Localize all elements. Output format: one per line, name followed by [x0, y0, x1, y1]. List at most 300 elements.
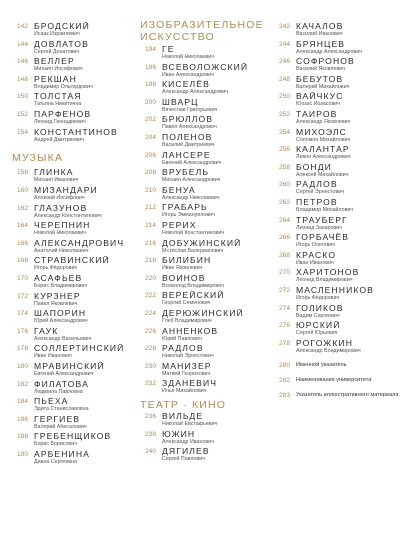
entry-text — [296, 304, 408, 319]
page-number: 162 — [16, 204, 28, 212]
given-names: Андрей Дмитриевич — [34, 136, 84, 143]
entry-text — [34, 344, 140, 359]
page-number: 214 — [144, 221, 156, 229]
page-number: 194 — [144, 46, 156, 53]
given-names: Валерий Абисалович — [34, 423, 87, 430]
entry-text — [162, 63, 272, 78]
toc-entry — [140, 274, 272, 289]
page-number: 200 — [144, 98, 156, 106]
toc-entry — [272, 233, 408, 248]
entry-text — [162, 291, 272, 306]
given-names: Эдита Станиславовна — [34, 406, 89, 413]
toc-column-2 — [140, 19, 272, 465]
surname: КРАСКО — [296, 250, 337, 260]
surname: БЕНУА — [162, 185, 196, 195]
surname: ВСЕВОЛОЖСКИЙ — [162, 62, 249, 72]
entry-text — [162, 344, 272, 359]
surname: ТАИРОВ — [296, 109, 338, 119]
toc-entry — [12, 40, 140, 55]
entry-text — [34, 110, 140, 125]
toc-entry — [140, 309, 272, 324]
given-names: Всеволод Владимирович — [162, 282, 224, 289]
given-names: Анатолий Николаевич — [34, 247, 89, 254]
toc-entry — [12, 186, 140, 201]
surname: ГАУК — [34, 326, 59, 336]
given-names: Евгений Александрович — [34, 371, 94, 377]
page-number: 244 — [278, 40, 290, 48]
page-number: 262 — [278, 198, 290, 206]
surname: ПОЛЕНОВ — [162, 132, 213, 142]
toc-entry — [140, 291, 272, 306]
back-matter-entry — [272, 377, 408, 384]
given-names: Сергей Эрнестович — [296, 189, 345, 196]
toc-entry — [12, 327, 140, 342]
surname: ЛАНСЕРЕ — [162, 150, 211, 160]
toc-column-3 — [272, 22, 408, 403]
toc-entry — [12, 274, 140, 289]
entry-text — [162, 309, 272, 324]
surname: АННЕНКОВ — [162, 326, 219, 336]
page-number: 182 — [16, 380, 28, 388]
back-matter-title: Указатель иллюстративного материала — [296, 392, 399, 399]
surname: ГЛАЗУНОВ — [34, 203, 88, 213]
given-names: Георгий Семенович — [162, 300, 211, 307]
toc-entry — [140, 168, 272, 183]
toc-entry — [140, 186, 272, 201]
page-number: 240 — [144, 448, 156, 456]
given-names: Леонид Владимирович — [296, 277, 353, 284]
entry-text — [34, 204, 140, 219]
entry-text — [34, 274, 140, 289]
given-names: Николай Эрнестович — [162, 353, 214, 360]
toc-column-1 — [12, 22, 140, 468]
surname: ДОВЛАТОВ — [34, 39, 89, 49]
toc-entry — [12, 75, 140, 90]
toc-entry — [140, 344, 272, 359]
toc-entry — [12, 309, 140, 324]
given-names: Иван Александрович — [162, 71, 214, 78]
page-number: 212 — [144, 204, 156, 212]
toc-entry — [272, 304, 408, 319]
given-names: Николай Николаевич — [34, 230, 86, 237]
entry-text — [34, 22, 140, 37]
given-names: Василий Дмитриевич — [162, 141, 215, 148]
toc-entry — [140, 379, 272, 394]
surname: МАСЛЕННИКОВ — [296, 285, 375, 295]
toc-entry — [140, 430, 272, 445]
toc-entry — [272, 22, 408, 37]
page-number: 232 — [144, 380, 156, 388]
surname: КАЛАНТАР — [296, 145, 350, 155]
entry-text — [162, 256, 272, 271]
given-names: Василий Яковлевич — [296, 66, 345, 73]
entry-text — [162, 186, 272, 201]
page-number: 238 — [144, 430, 156, 438]
page-number: 283 — [278, 392, 290, 400]
section-heading-fine-art-line2: ИСКУССТВО — [140, 30, 215, 43]
surname: МАНИЗЕР — [162, 361, 212, 371]
theatre-cinema-entries-continued — [272, 22, 408, 354]
back-matter-entry — [272, 392, 408, 399]
toc-entry — [12, 221, 140, 236]
section-heading-music: МУЗЫКА — [12, 151, 64, 164]
given-names: Юрий Александрович — [34, 318, 88, 325]
toc-entry — [140, 115, 272, 130]
surname: КИСЕЛЁВ — [162, 80, 210, 90]
toc-entry — [140, 327, 272, 342]
given-names: Николай Евстафьевич — [162, 421, 218, 428]
page-number: 230 — [144, 362, 156, 370]
given-names: Владимир Михайлович — [296, 206, 354, 213]
entry-text — [34, 309, 140, 324]
page-number: 218 — [144, 257, 156, 265]
toc-entry — [12, 128, 140, 143]
toc-entry — [140, 412, 272, 427]
page-number: 278 — [278, 339, 290, 347]
surname: ПЕТРОВ — [296, 197, 338, 207]
toc-entry — [12, 239, 140, 254]
given-names: Игорь Фёдорович — [34, 265, 78, 272]
page-number: 184 — [16, 398, 28, 406]
surname: МРАВИНСКИЙ — [34, 362, 105, 371]
toc-entry — [12, 432, 140, 447]
given-names: Юрий Павлович — [162, 335, 202, 342]
toc-entry — [12, 344, 140, 359]
given-names: Михаил Иосифович — [34, 66, 83, 73]
toc-entry — [272, 128, 408, 143]
entry-text — [296, 75, 408, 90]
toc-entry — [12, 92, 140, 107]
entry-text — [34, 168, 140, 183]
page-number: 224 — [144, 309, 156, 317]
page-number: 210 — [144, 186, 156, 194]
surname: ВЕЛЛЕР — [34, 57, 75, 67]
given-names: Людмила Павловна — [34, 388, 83, 395]
toc-entry — [140, 221, 272, 236]
given-names: Игорь Олегович — [296, 242, 336, 249]
toc-entry — [272, 268, 408, 283]
entry-text — [162, 430, 272, 445]
surname: ДОБУЖИНСКИЙ — [162, 238, 242, 248]
section-heading-theatre-cinema: ТЕАТР · КИНО — [140, 398, 227, 411]
page-number: 170 — [16, 275, 28, 283]
page-number: 276 — [278, 322, 290, 330]
surname: АРБЕНИНА — [34, 449, 90, 459]
surname: БРОДСКИЙ — [34, 22, 90, 31]
surname: ТРАУБЕРГ — [296, 215, 348, 225]
entry-text — [296, 92, 408, 107]
page-number: 216 — [144, 239, 156, 247]
entry-text — [296, 128, 408, 143]
toc-entry — [272, 198, 408, 213]
page-number: 258 — [278, 163, 290, 171]
entry-text — [296, 233, 408, 248]
given-names: Соломон Михайлович — [296, 136, 351, 143]
page-number: 220 — [144, 274, 156, 282]
surname: ГОРБАЧЁВ — [296, 233, 350, 243]
surname: БРЮЛЛОВ — [162, 115, 214, 125]
toc-entry — [140, 63, 272, 78]
page-number: 168 — [16, 257, 28, 265]
given-names: Александр Николаевич — [162, 194, 220, 201]
entry-text — [296, 57, 408, 72]
given-names: Александр Васильевич — [34, 335, 92, 342]
toc-entry — [272, 251, 408, 266]
page-number: 250 — [278, 93, 290, 101]
given-names: Левон Александрович — [296, 154, 351, 161]
toc-entry — [272, 145, 408, 160]
page-number: 164 — [16, 222, 28, 230]
given-names: Александр Александрович — [162, 89, 228, 96]
surname: РЕКШАН — [34, 74, 77, 84]
given-names: Глеб Владимирович — [162, 317, 212, 324]
given-names: Борис Борисович — [34, 441, 77, 448]
surname: ВЕРЕЙСКИЙ — [162, 291, 225, 301]
surname: РОГОЖКИН — [296, 338, 354, 348]
back-matter-title: Наименования университета — [296, 377, 372, 384]
surname: ГРАБАРЬ — [162, 203, 208, 213]
surname: СОЛЛЕРТИНСКИЙ — [34, 344, 125, 354]
given-names: Исаак Израилевич — [34, 31, 80, 37]
toc-entry — [272, 163, 408, 178]
toc-entry — [272, 286, 408, 301]
given-names: Сергей Донатович — [34, 48, 80, 55]
given-names: Юозас Иозасович — [296, 101, 340, 108]
surname: ГОЛИКОВ — [296, 303, 344, 313]
surname: ТОЛСТАЯ — [34, 92, 82, 102]
entry-text — [162, 115, 272, 130]
entry-text — [162, 327, 272, 342]
surname: ЧЕРЕПНИН — [34, 221, 91, 231]
given-names: Алоизий Иосифович — [34, 195, 85, 202]
page-number: 186 — [16, 415, 28, 423]
toc-entry — [12, 450, 140, 465]
page-number: 282 — [278, 377, 290, 385]
surname: ВОИНОВ — [162, 273, 206, 283]
section-heading-fine-art-line1: ИЗОБРАЗИТЕЛЬНОЕ — [140, 19, 264, 31]
given-names: Вадим Сергеевич — [296, 312, 340, 319]
page-number: 188 — [16, 433, 28, 441]
page-number: 204 — [144, 133, 156, 141]
surname: ГЛИНКА — [34, 168, 74, 178]
surname: ВАЙЧКУС — [296, 92, 344, 102]
page-number: 176 — [16, 327, 28, 335]
surname: ПАРФЕНОВ — [34, 109, 92, 119]
page-number: 270 — [278, 269, 290, 277]
page-number: 142 — [16, 23, 28, 30]
entry-text — [296, 286, 408, 301]
toc-entry — [272, 180, 408, 195]
page-number: 144 — [16, 40, 28, 48]
page-number: 172 — [16, 292, 28, 300]
page-number: 272 — [278, 286, 290, 294]
given-names: Николай Николаевич — [162, 54, 214, 60]
entry-text — [296, 251, 408, 266]
page-number: 268 — [278, 251, 290, 259]
page-number: 190 — [16, 450, 28, 458]
entry-text — [34, 75, 140, 90]
given-names: Сергей Юрьевич — [296, 330, 338, 337]
toc-entry — [12, 415, 140, 430]
toc-entry — [12, 362, 140, 377]
toc-entry — [12, 22, 140, 37]
given-names: Леонид Захарович — [296, 224, 342, 231]
entry-text — [34, 221, 140, 236]
toc-entry — [140, 98, 272, 113]
page-number: 242 — [278, 23, 290, 30]
entry-text — [162, 45, 272, 60]
entry-text — [296, 145, 408, 160]
entry-text — [296, 198, 408, 213]
given-names: Леонид Геннадиевич — [34, 118, 86, 125]
toc-entry — [12, 397, 140, 412]
page-number: 226 — [144, 327, 156, 335]
toc-entry — [272, 216, 408, 231]
surname: ДЯГИЛЕВ — [162, 447, 210, 457]
page-number: 152 — [16, 110, 28, 118]
surname: БОНДИ — [296, 162, 332, 172]
page-number: 166 — [16, 239, 28, 247]
toc-entry — [140, 447, 272, 462]
surname: КОНСТАНТИНОВ — [34, 127, 118, 137]
surname: ДЕРЮЖИНСКИЙ — [162, 308, 244, 318]
page-number: 246 — [278, 58, 290, 66]
toc-entry — [12, 168, 140, 183]
entry-text — [162, 203, 272, 218]
given-names: Михаил Иванович — [34, 177, 79, 184]
surname: ШАПОРИН — [34, 309, 87, 319]
entry-text — [162, 151, 272, 166]
surname: БРЯНЦЕВ — [296, 39, 346, 49]
given-names: Илья Михайлович — [162, 388, 207, 395]
entry-text — [34, 432, 140, 447]
entry-text — [34, 128, 140, 143]
page-number: 208 — [144, 169, 156, 177]
page-number: 256 — [278, 146, 290, 154]
entry-text — [162, 80, 272, 95]
entry-text — [162, 221, 272, 236]
entry-text — [162, 362, 272, 377]
surname: ХАРИТОНОВ — [296, 268, 360, 278]
entry-text — [34, 362, 140, 377]
page-number: 228 — [144, 345, 156, 353]
surname: БИЛИБИН — [162, 256, 212, 266]
toc-entry — [12, 256, 140, 271]
surname: РАДЛОВ — [296, 180, 338, 190]
page-number: 266 — [278, 234, 290, 242]
entry-text — [296, 22, 408, 37]
page-number: 160 — [16, 187, 28, 195]
toc-entry — [272, 75, 408, 90]
back-matter-title: Именной указатель — [296, 362, 347, 369]
given-names: Игорь Эммануилович — [162, 212, 215, 219]
entry-text — [34, 186, 140, 201]
surname: ЗДАНЕВИЧ — [162, 379, 218, 389]
given-names: Павел Александрович — [162, 124, 217, 131]
given-names: Евгений Александрович — [162, 159, 222, 166]
section-heading-fine-art — [140, 20, 272, 43]
entry-text — [34, 415, 140, 430]
toc-entry — [140, 256, 272, 271]
page-number: 158 — [16, 169, 28, 177]
surname: БЕБУТОВ — [296, 74, 344, 84]
page-number: 254 — [278, 128, 290, 136]
entry-text — [296, 216, 408, 231]
entry-text — [34, 239, 140, 254]
entry-text — [34, 40, 140, 55]
entry-text — [162, 447, 272, 462]
given-names: Алексей Михайлович — [296, 171, 349, 178]
page-number: 146 — [16, 58, 28, 66]
given-names: Матвей Генрихович — [162, 370, 211, 377]
given-names: Вячеслав Григорьевич — [162, 106, 218, 113]
toc-entry — [140, 133, 272, 148]
given-names: Борис Владимирович — [34, 283, 88, 290]
surname: АЛЕКСАНДРОВИЧ — [34, 238, 125, 248]
given-names: Александр Иванович — [162, 438, 214, 445]
surname: КУРЗНЕР — [34, 291, 81, 301]
back-matter-entry — [272, 362, 408, 369]
given-names: Владимир Ольгердович — [34, 83, 93, 90]
toc-entry — [12, 57, 140, 72]
given-names: Мстислав Валерианович — [162, 247, 224, 254]
given-names: Сергей Павлович — [162, 456, 205, 463]
given-names: Диана Сергеевна — [34, 458, 77, 465]
surname: ФИЛАТОВА — [34, 379, 89, 389]
entry-text — [162, 133, 272, 148]
theatre-cinema-entries — [140, 412, 272, 463]
surname: ВРУБЕЛЬ — [162, 168, 210, 178]
toc-entry — [140, 80, 272, 95]
given-names: Татьяна Никитична — [34, 101, 82, 108]
given-names: Александр Александрович — [296, 48, 362, 55]
toc-entry — [140, 203, 272, 218]
page-number: 178 — [16, 345, 28, 353]
page-number: 180 — [16, 363, 28, 370]
surname: ГРЕБЕНЩИКОВ — [34, 432, 112, 442]
entry-text — [296, 268, 408, 283]
toc-entry — [12, 292, 140, 307]
toc-entry — [272, 92, 408, 107]
surname: ВИЛЬДЕ — [162, 412, 204, 422]
given-names: Валерий Михайлович — [296, 83, 350, 90]
fine-art-entries — [140, 45, 272, 395]
entry-text — [34, 256, 140, 271]
entry-text — [34, 292, 140, 307]
page-number: 196 — [144, 63, 156, 71]
entry-text — [34, 397, 140, 412]
page-number: 174 — [16, 310, 28, 318]
page-number: 252 — [278, 110, 290, 118]
page-number: 260 — [278, 181, 290, 189]
entry-text — [34, 92, 140, 107]
surname: СОФРОНОВ — [296, 57, 355, 67]
page-number: 274 — [278, 304, 290, 312]
given-names: Игорь Фёдорович — [296, 294, 340, 301]
given-names: Николай Константинович — [162, 229, 225, 236]
given-names: Александр Владимирович — [296, 347, 361, 354]
page-number: 222 — [144, 292, 156, 300]
toc-entry — [140, 239, 272, 254]
entry-text — [162, 98, 272, 113]
given-names: Иван Иванович — [34, 353, 72, 360]
page-number: 206 — [144, 151, 156, 159]
given-names: Иван Яковлевич — [162, 265, 203, 272]
page-number: 248 — [278, 75, 290, 83]
given-names: Павел Яковлевич — [34, 300, 78, 307]
surname: ЮЖИН — [162, 429, 196, 439]
surname: ГЕ — [162, 45, 175, 54]
